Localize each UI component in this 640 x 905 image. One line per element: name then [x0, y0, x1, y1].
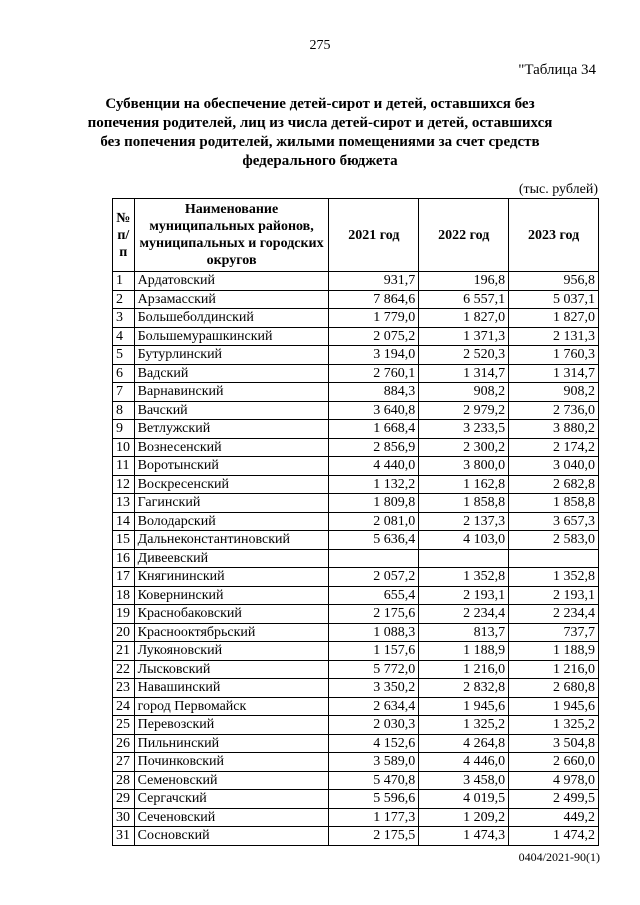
row-number: 30: [113, 808, 135, 827]
row-name: Лысковский: [134, 660, 329, 679]
row-number: 4: [113, 327, 135, 346]
row-value-2021: 7 864,6: [329, 290, 419, 309]
row-value-2021: 3 589,0: [329, 753, 419, 772]
row-name: Сергачский: [134, 790, 329, 809]
row-number: 31: [113, 827, 135, 846]
row-value-2023: 2 174,2: [509, 438, 599, 457]
row-value-2021: 1 779,0: [329, 309, 419, 328]
row-value-2023: 3 504,8: [509, 734, 599, 753]
table-row: [113, 623, 599, 642]
row-name: Починковский: [134, 753, 329, 772]
row-number: 15: [113, 531, 135, 550]
header-2022: 2022 год: [419, 199, 509, 272]
row-number: 18: [113, 586, 135, 605]
row-number: 8: [113, 401, 135, 420]
row-name: Бутурлинский: [134, 346, 329, 365]
row-value-2021: 5 772,0: [329, 660, 419, 679]
row-value-2023: 2 499,5: [509, 790, 599, 809]
row-number: 13: [113, 494, 135, 513]
row-value-2021: 1 809,8: [329, 494, 419, 513]
row-value-2022: 6 557,1: [419, 290, 509, 309]
table-row: [113, 605, 599, 624]
row-value-2022: 1 325,2: [419, 716, 509, 735]
table-row: [113, 420, 599, 439]
row-value-2021: 931,7: [329, 272, 419, 291]
table-row: [113, 438, 599, 457]
row-value-2022: 1 209,2: [419, 808, 509, 827]
table-row: [113, 790, 599, 809]
row-name: Дальнеконстантиновский: [134, 531, 329, 550]
row-name: Ветлужский: [134, 420, 329, 439]
row-value-2021: 1 668,4: [329, 420, 419, 439]
table-row: [113, 327, 599, 346]
row-value-2022: 1 827,0: [419, 309, 509, 328]
row-value-2021: 3 350,2: [329, 679, 419, 698]
table-row: [113, 549, 599, 568]
row-value-2023: 1 858,8: [509, 494, 599, 513]
row-name: Ардатовский: [134, 272, 329, 291]
row-value-2021: 5 470,8: [329, 771, 419, 790]
row-number: 1: [113, 272, 135, 291]
table-row: [113, 512, 599, 531]
footer-code: 0404/2021-90(1): [518, 850, 600, 864]
subsidies-table: [112, 198, 599, 846]
row-value-2023: 449,2: [509, 808, 599, 827]
table-row: [113, 642, 599, 661]
table-row: [113, 827, 599, 846]
row-value-2022: 3 800,0: [419, 457, 509, 476]
row-value-2022: 4 264,8: [419, 734, 509, 753]
row-value-2023: 5 037,1: [509, 290, 599, 309]
row-value-2022: 1 858,8: [419, 494, 509, 513]
header-2021: 2021 год: [329, 199, 419, 272]
row-number: 24: [113, 697, 135, 716]
row-number: 26: [113, 734, 135, 753]
row-value-2023: 737,7: [509, 623, 599, 642]
row-number: 3: [113, 309, 135, 328]
row-value-2021: 2 057,2: [329, 568, 419, 587]
table-header-row: [113, 199, 599, 272]
table-body: [113, 272, 599, 846]
row-value-2023: 1 314,7: [509, 364, 599, 383]
row-value-2022: 2 300,2: [419, 438, 509, 457]
row-name: Дивеевский: [134, 549, 329, 568]
table-row: [113, 309, 599, 328]
row-number: 19: [113, 605, 135, 624]
row-value-2023: 2 131,3: [509, 327, 599, 346]
row-value-2022: 2 979,2: [419, 401, 509, 420]
header-2023: 2023 год: [509, 199, 599, 272]
row-value-2022: 2 234,4: [419, 605, 509, 624]
row-value-2023: 1 827,0: [509, 309, 599, 328]
row-value-2023: 2 736,0: [509, 401, 599, 420]
row-value-2022: 1 216,0: [419, 660, 509, 679]
row-name: Краснобаковский: [134, 605, 329, 624]
row-name: Володарский: [134, 512, 329, 531]
table-row: [113, 771, 599, 790]
table-row: [113, 494, 599, 513]
table-row: [113, 808, 599, 827]
row-value-2023: 2 680,8: [509, 679, 599, 698]
row-value-2023: 1 760,3: [509, 346, 599, 365]
row-value-2022: 1 188,9: [419, 642, 509, 661]
row-value-2022: 1 371,3: [419, 327, 509, 346]
row-value-2022: 3 458,0: [419, 771, 509, 790]
row-name: Перевозский: [134, 716, 329, 735]
row-value-2021: 2 760,1: [329, 364, 419, 383]
header-num: № п/п: [113, 199, 135, 272]
row-value-2022: 4 446,0: [419, 753, 509, 772]
row-value-2021: 2 081,0: [329, 512, 419, 531]
row-value-2023: 1 325,2: [509, 716, 599, 735]
table-row: [113, 716, 599, 735]
table-row: [113, 568, 599, 587]
row-number: 2: [113, 290, 135, 309]
row-number: 16: [113, 549, 135, 568]
row-name: Ковернинский: [134, 586, 329, 605]
table-row: [113, 364, 599, 383]
row-name: Лукояновский: [134, 642, 329, 661]
row-value-2022: 1 945,6: [419, 697, 509, 716]
row-name: город Первомайск: [134, 697, 329, 716]
row-name: Арзамасский: [134, 290, 329, 309]
row-value-2021: 655,4: [329, 586, 419, 605]
row-value-2022: 4 103,0: [419, 531, 509, 550]
row-value-2023: 2 660,0: [509, 753, 599, 772]
row-name: Вадский: [134, 364, 329, 383]
row-value-2023: 4 978,0: [509, 771, 599, 790]
table-row: [113, 346, 599, 365]
table-row: [113, 475, 599, 494]
row-name: Большеболдинский: [134, 309, 329, 328]
row-name: Воскресенский: [134, 475, 329, 494]
row-number: 23: [113, 679, 135, 698]
row-number: 11: [113, 457, 135, 476]
row-name: Воротынский: [134, 457, 329, 476]
row-value-2023: 908,2: [509, 383, 599, 402]
row-name: Семеновский: [134, 771, 329, 790]
row-number: 28: [113, 771, 135, 790]
row-value-2023: 1 216,0: [509, 660, 599, 679]
row-value-2023: 2 234,4: [509, 605, 599, 624]
row-value-2021: 2 175,6: [329, 605, 419, 624]
row-value-2023: 2 682,8: [509, 475, 599, 494]
row-value-2022: 2 520,3: [419, 346, 509, 365]
unit-label: (тыс. рублей): [518, 182, 598, 197]
page-number: 275: [309, 38, 331, 53]
row-name: Вачский: [134, 401, 329, 420]
row-value-2021: [329, 549, 419, 568]
row-value-2022: [419, 549, 509, 568]
row-name: Пильнинский: [134, 734, 329, 753]
row-value-2023: 2 583,0: [509, 531, 599, 550]
row-value-2022: 2 832,8: [419, 679, 509, 698]
table-row: [113, 272, 599, 291]
row-number: 29: [113, 790, 135, 809]
row-value-2021: 3 194,0: [329, 346, 419, 365]
row-value-2023: 1 945,6: [509, 697, 599, 716]
row-value-2022: 196,8: [419, 272, 509, 291]
row-value-2021: 2 075,2: [329, 327, 419, 346]
row-number: 25: [113, 716, 135, 735]
row-name: Сеченовский: [134, 808, 329, 827]
header-name: Наименование муниципальных районов, муниципальных и городских округов: [134, 199, 329, 272]
table-row: [113, 586, 599, 605]
row-value-2022: 1 162,8: [419, 475, 509, 494]
table-row: [113, 401, 599, 420]
row-value-2022: 1 474,3: [419, 827, 509, 846]
row-number: 5: [113, 346, 135, 365]
table-row: [113, 383, 599, 402]
row-value-2021: 2 030,3: [329, 716, 419, 735]
table-label: "Таблица 34: [518, 62, 596, 78]
row-value-2022: 908,2: [419, 383, 509, 402]
table-row: [113, 531, 599, 550]
row-number: 17: [113, 568, 135, 587]
row-value-2022: 4 019,5: [419, 790, 509, 809]
row-number: 12: [113, 475, 135, 494]
row-value-2023: 1 352,8: [509, 568, 599, 587]
row-value-2021: 4 440,0: [329, 457, 419, 476]
row-value-2021: 5 636,4: [329, 531, 419, 550]
row-value-2021: 3 640,8: [329, 401, 419, 420]
row-value-2021: 5 596,6: [329, 790, 419, 809]
row-value-2021: 2 634,4: [329, 697, 419, 716]
row-value-2022: 813,7: [419, 623, 509, 642]
row-value-2022: 1 352,8: [419, 568, 509, 587]
row-value-2021: 1 177,3: [329, 808, 419, 827]
row-name: Навашинский: [134, 679, 329, 698]
table-row: [113, 679, 599, 698]
row-number: 7: [113, 383, 135, 402]
table-row: [113, 697, 599, 716]
row-value-2023: 1 188,9: [509, 642, 599, 661]
row-value-2022: 1 314,7: [419, 364, 509, 383]
row-value-2023: 3 657,3: [509, 512, 599, 531]
row-value-2023: 3 880,2: [509, 420, 599, 439]
table-row: [113, 660, 599, 679]
row-value-2021: 1 157,6: [329, 642, 419, 661]
row-value-2023: [509, 549, 599, 568]
row-number: 20: [113, 623, 135, 642]
row-value-2021: 1 132,2: [329, 475, 419, 494]
row-number: 22: [113, 660, 135, 679]
row-value-2021: 4 152,6: [329, 734, 419, 753]
row-number: 10: [113, 438, 135, 457]
row-number: 27: [113, 753, 135, 772]
row-value-2022: 2 193,1: [419, 586, 509, 605]
row-value-2022: 2 137,3: [419, 512, 509, 531]
table-row: [113, 457, 599, 476]
row-name: Гагинский: [134, 494, 329, 513]
row-name: Вознесенский: [134, 438, 329, 457]
document-title: Субвенции на обеспечение детей-сирот и детей, оставшихся без попечения родителей, лиц из числа детей-сирот и детей, оставшихся без попечения родителей, жилыми помещениями за счет средств федерального бюджета: [87, 96, 553, 169]
row-number: 9: [113, 420, 135, 439]
row-value-2023: 1 474,2: [509, 827, 599, 846]
row-value-2021: 2 175,5: [329, 827, 419, 846]
row-name: Краснооктябрьский: [134, 623, 329, 642]
row-number: 21: [113, 642, 135, 661]
row-value-2021: 884,3: [329, 383, 419, 402]
row-value-2022: 3 233,5: [419, 420, 509, 439]
table-row: [113, 290, 599, 309]
row-name: Сосновский: [134, 827, 329, 846]
row-value-2023: 3 040,0: [509, 457, 599, 476]
row-name: Большемурашкинский: [134, 327, 329, 346]
row-value-2021: 2 856,9: [329, 438, 419, 457]
row-name: Княгининский: [134, 568, 329, 587]
table-row: [113, 753, 599, 772]
table-row: [113, 734, 599, 753]
row-value-2021: 1 088,3: [329, 623, 419, 642]
row-name: Варнавинский: [134, 383, 329, 402]
row-number: 6: [113, 364, 135, 383]
row-value-2023: 956,8: [509, 272, 599, 291]
row-value-2023: 2 193,1: [509, 586, 599, 605]
row-number: 14: [113, 512, 135, 531]
